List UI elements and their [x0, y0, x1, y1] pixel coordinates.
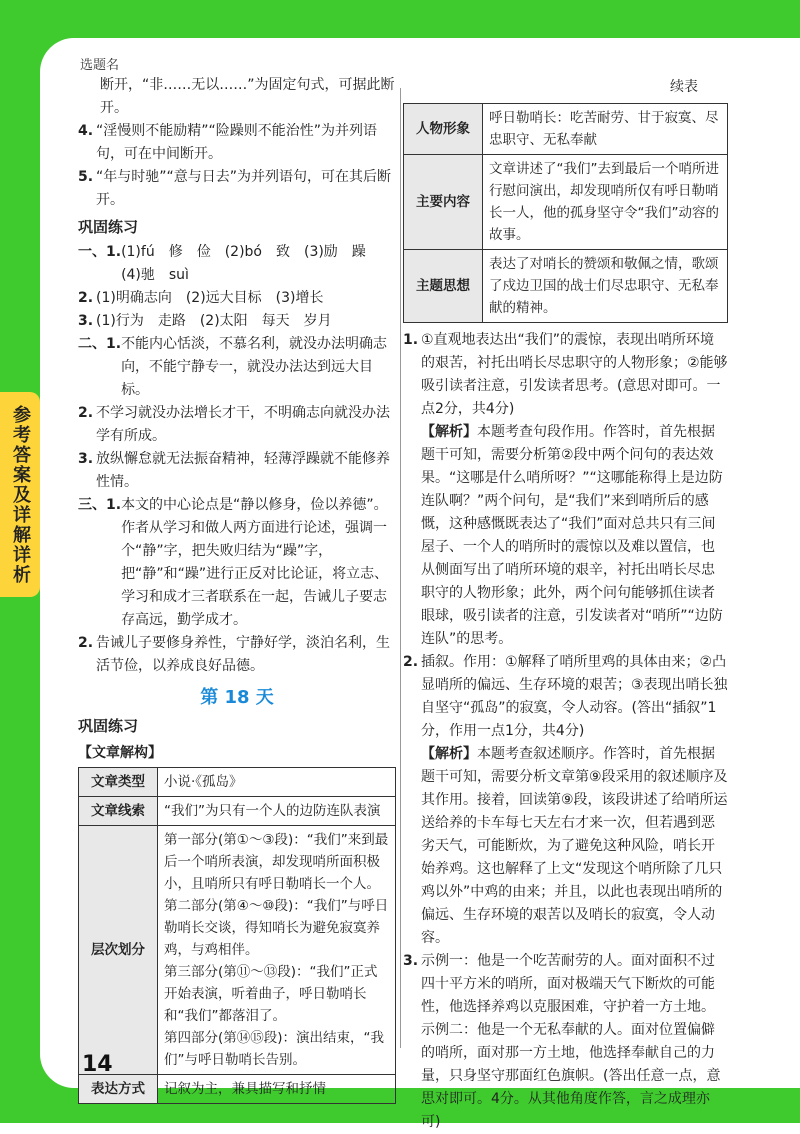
row-content: 表达了对哨长的赞颂和敬佩之情，歌颂了戍边卫国的战士们尽忠职守、无私奉献的精神。 [483, 250, 728, 323]
answer-item [403, 421, 728, 651]
answer-item [78, 166, 396, 212]
column-divider [400, 88, 401, 1048]
item-text: (1)行为 走路 (2)太阳 每天 岁月 [96, 313, 332, 329]
row-label: 人物形象 [404, 104, 483, 155]
row-label: 文章类型 [79, 768, 158, 797]
item-text: ①直观地表达出“我们”的震惊，表现出哨所环境的艰苦，衬托出哨长尽忠职守的人物形象；②能够吸引读者注意，引发读者思考。(意思对即可。一点2分，共4分) [421, 332, 728, 417]
item-text: 示例一：他是一个吃苦耐劳的人。面对面积不过四十平方米的哨所，面对极端天气下断炊的可能性，他选择养鸡以克服困难，守护着一方土地。 示例二：他是一个无私奉献的人。面对位置偏僻的哨所，面对那一方土地，他选择奉献自己的力量，只身坚守那面红色旗帜。(答出任意一点，意思对即可。4分。从其他角度作答，言之成理亦可) [421, 953, 721, 1130]
side-tab-label: 参考答案及详解详析 [10, 404, 31, 585]
analysis-title: 【文章解构】 [78, 745, 162, 761]
row-content: “我们”为只有一个人的边防连队表演 [158, 797, 396, 826]
row-label: 主要内容 [404, 155, 483, 250]
answer-item [403, 743, 728, 950]
practice-title: 巩固练习 [78, 218, 139, 236]
item-number: 一、1. [78, 244, 122, 260]
table-row [79, 797, 396, 826]
answer-item [78, 120, 396, 166]
item-number: 4. [78, 123, 94, 139]
answer-item [78, 241, 396, 287]
item-text: 本题考查句段作用。作答时，首先根据题干可知，需要分析第②段中两个问句的表达效果。“这哪是什么哨所呀？”“这哪能称得上是边防连队啊？”两个问句，是“我们”来到哨所后的感慨，这种感慨既表达了“我们”面对总共只有三间屋子、一个人的哨所时的震惊以及难以置信，也从侧面写出了哨所环境的艰辛，衬托出哨长尽忠职守的人物形象；此外，两个问句能够抓住读者眼球，吸引读者的注意，引发读者对“哨所”“边防连队”的思考。 [421, 424, 723, 647]
day-title: 第 18 天 [200, 687, 274, 708]
answer-item [403, 651, 728, 743]
answer-item [403, 329, 728, 421]
answer-item [78, 333, 396, 402]
item-number: 2. [78, 635, 94, 651]
row-label: 主题思想 [404, 250, 483, 323]
row-content: 呼日勒哨长：吃苦耐劳、甘于寂寞、尽忠职守、无私奉献 [483, 104, 728, 155]
item-text: (1)fú 修 俭 (2)bó 致 (3)励 躁 (4)驰 suì [121, 244, 366, 283]
right-column [403, 74, 728, 1134]
item-text: (1)明确志向 (2)远大目标 (3)增长 [96, 290, 324, 306]
row-content: 小说·《孤岛》 [158, 768, 396, 797]
answer-item [78, 632, 396, 678]
left-column [78, 74, 396, 1104]
item-text: 放纵懈怠就无法振奋精神，轻薄浮躁就不能修养性情。 [96, 451, 390, 490]
practice-title-2: 巩固练习 [78, 717, 139, 735]
item-number: 5. [78, 169, 94, 185]
intro-text: 断开，“非……无以……”为固定句式，可据此断开。 [100, 77, 395, 116]
row-label: 表达方式 [79, 1075, 158, 1104]
row-content: 文章讲述了“我们”去到最后一个哨所进行慰问演出，却发现哨所仅有呼日勒哨长一人，他的孤身坚守令“我们”动容的故事。 [483, 155, 728, 250]
item-number: 2. [78, 290, 94, 306]
answer-item [78, 494, 396, 632]
item-number: 三、1. [78, 497, 122, 513]
item-text: “淫慢则不能励精”“险躁则不能治性”为并列语句，可在中间断开。 [96, 123, 378, 162]
item-number: 2. [78, 405, 94, 421]
header-section: 选题名 [80, 58, 120, 73]
structure-table [78, 767, 396, 1104]
item-text: 不学习就没办法增长才干，不明确志向就没办法学有所成。 [96, 405, 390, 444]
answer-item [78, 448, 396, 494]
answer-item [78, 402, 396, 448]
answer-item [78, 310, 396, 333]
answer-item [78, 287, 396, 310]
item-number: 二、1. [78, 336, 122, 352]
item-number [403, 421, 421, 651]
item-text: 告诫儿子要修身养性，宁静好学，淡泊名利，生活节俭，以养成良好品德。 [96, 635, 390, 674]
item-number: 1. [403, 332, 419, 348]
row-content: 记叙为主，兼具描写和抒情 [158, 1075, 396, 1104]
answer-item [403, 950, 728, 1134]
table-row [79, 768, 396, 797]
table-row [404, 104, 728, 155]
side-tab [0, 392, 40, 597]
structure-table-continued [403, 103, 728, 323]
page-number: 14 [82, 1052, 113, 1077]
item-text: 本题考查叙述顺序。作答时，首先根据题干可知，需要分析文章第⑨段采用的叙述顺序及其作用。接着，回读第⑨段，该段讲述了给哨所运送给养的卡车每七天左右才来一次，但若遇到恶劣天气，可能断炊，为了避免这种风险，哨长开始养鸡。这也解释了上文“发现这个哨所除了几只鸡以外”中鸡的由来；并且，以此也表现出哨所的偏远、生存环境的艰苦以及哨长的寂寞，令人动容。 [421, 746, 728, 946]
item-text: 不能内心恬淡，不慕名利，就没办法明确志向，不能宁静专一，就没办法达到远大目标。 [121, 336, 388, 398]
table-row [404, 250, 728, 323]
item-number [403, 743, 421, 950]
item-number: 3. [403, 953, 419, 969]
item-text: 本文的中心论点是“静以修身，俭以养德”。作者从学习和做人两方面进行论述，强调一个“静”字，把失败归结为“躁”字，把“静”和“躁”进行正反对比论证，将立志、学习和成才三者联系在一起，告诫儿子要志存高远，勤学成才。 [121, 497, 389, 628]
item-text: “年与时驰”“意与日去”为并列语句，可在其后断开。 [96, 169, 392, 208]
item-number: 3. [78, 451, 94, 467]
table-row [404, 155, 728, 250]
row-content: 第一部分(第①～③段)：“我们”来到最后一个哨所表演，却发现哨所面积极小，且哨所只有呼日勒哨长一个人。 第二部分(第④～⑩段)：“我们”与呼日勒哨长交谈，得知哨长为避免寂寞养鸡，与鸡相伴。 第三部分(第⑪～⑬段)：“我们”正式开始表演，听着曲子，呼日勒哨长和“我们”都落泪了。 第四部分(第⑭⑮段)：演出结束，“我们”与呼日勒哨长告别。 [158, 826, 396, 1075]
table-row [79, 826, 396, 1075]
row-label: 层次划分 [79, 826, 158, 1075]
item-text: 插叙。作用：①解释了哨所里鸡的具体由来；②凸显哨所的偏远、生存环境的艰苦；③表现出哨长独自坚守“孤岛”的寂寞，令人动容。(答出“插叙”1分，作用一点1分，共4分) [421, 654, 728, 739]
table-row [79, 1075, 396, 1104]
item-number: 2. [403, 654, 419, 670]
analysis-tag: 【解析】 [421, 424, 477, 440]
analysis-tag: 【解析】 [421, 746, 477, 762]
continued-label: 续表 [670, 79, 698, 95]
item-number: 3. [78, 313, 94, 329]
row-label: 文章线索 [79, 797, 158, 826]
